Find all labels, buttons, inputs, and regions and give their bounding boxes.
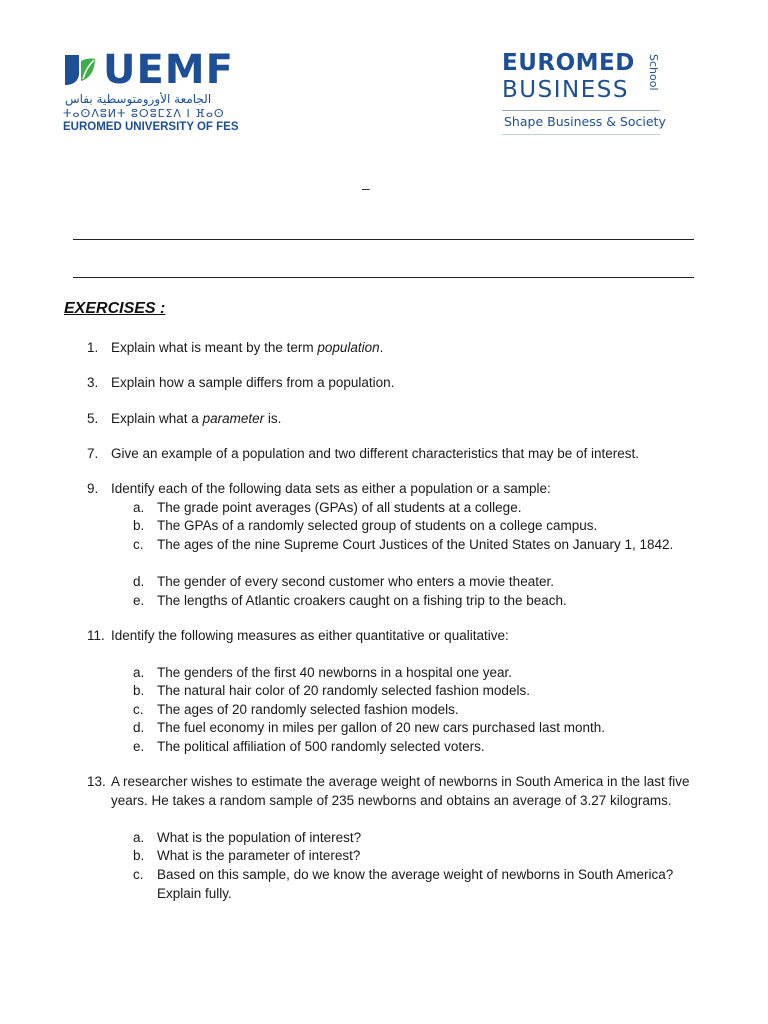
exercise-text: Explain what a parameter is. — [111, 411, 282, 426]
uemf-arabic-name: الجامعة الأورومتوسطية بفاس — [65, 92, 212, 106]
sub-letter: d. — [133, 574, 145, 589]
emphasis-term: population — [317, 340, 380, 355]
sub-text: The genders of the first 40 newborns in a hospital one year. — [157, 665, 512, 680]
uemf-logo — [63, 47, 263, 142]
emb-divider — [502, 110, 660, 111]
sub-text: The lengths of Atlantic croakers caught on a fishing trip to the beach. — [157, 593, 567, 608]
exercise-number: 9. — [87, 481, 99, 496]
uemf-tifinagh-name: ⵜⴰⵙⴷⵓⵍⵜ ⵓⵔⵓⵎⵉⴷ ⵏ ⴼⴰⵙ — [63, 107, 225, 120]
exercise-text: Identify each of the following data sets as either a population or a sample: — [111, 481, 551, 496]
sub-letter: c. — [133, 537, 144, 552]
exercise-number: 1. — [87, 340, 99, 355]
sub-letter: b. — [133, 683, 145, 698]
sub-text: The ages of 20 randomly selected fashion models. — [157, 702, 459, 717]
sub-text: The gender of every second customer who enters a movie theater. — [157, 574, 554, 589]
sub-text: The ages of the nine Supreme Court Justices of the United States on January 1, 1842. — [157, 537, 674, 552]
exercise-number: 11. — [87, 628, 105, 643]
sub-letter: e. — [133, 739, 145, 754]
uemf-leaf-icon — [63, 53, 97, 87]
sub-text: Based on this sample, do we know the average weight of newborns in South America? Explain fully. — [157, 867, 674, 901]
exercise-number: 3. — [87, 375, 99, 390]
sub-letter: b. — [133, 518, 145, 533]
title-dash: – — [362, 180, 370, 196]
exercises-heading: EXERCISES : — [64, 300, 166, 317]
exercise-text: Explain what is meant by the term population. — [111, 340, 384, 355]
sub-letter: a. — [133, 500, 145, 515]
sub-letter: d. — [133, 720, 145, 735]
sub-letter: c. — [133, 702, 144, 717]
exercise-text: Explain how a sample differs from a population. — [111, 375, 395, 390]
emb-wordmark-business: BUSINESS — [502, 77, 629, 103]
sub-text: The political affiliation of 500 randomly selected voters. — [157, 739, 485, 754]
sub-text: What is the population of interest? — [157, 830, 362, 845]
sub-letter: a. — [133, 665, 145, 680]
sub-text: The grade point averages (GPAs) of all students at a college. — [157, 500, 522, 515]
sub-text: The fuel economy in miles per gallon of 20 new cars purchased last month. — [157, 720, 605, 735]
sub-letter: b. — [133, 848, 145, 863]
sub-text: The natural hair color of 20 randomly selected fashion models. — [157, 683, 530, 698]
uemf-wordmark: UEMF — [103, 47, 234, 93]
sub-letter: a. — [133, 830, 145, 845]
exercise-text: A researcher wishes to estimate the average weight of newborns in South America in the last five years. He takes a random sample of 235 newborns and obtains an average of 3.27 kilograms. — [111, 774, 690, 808]
emb-tagline: Shape Business & Society — [504, 114, 666, 129]
emphasis-term: parameter — [202, 411, 265, 426]
sub-text: What is the parameter of interest? — [157, 848, 361, 863]
uemf-english-name: EUROMED UNIVERSITY OF FES — [63, 121, 239, 133]
sub-letter: e. — [133, 593, 145, 608]
emb-divider-bottom — [502, 134, 660, 135]
sub-text: The GPAs of a randomly selected group of students on a college campus. — [157, 518, 598, 533]
emb-school-label: School — [647, 54, 660, 91]
exercise-number: 13. — [87, 774, 106, 789]
exercise-number: 7. — [87, 446, 99, 461]
exercise-number: 5. — [87, 411, 99, 426]
euromed-business-school-logo — [502, 50, 672, 140]
sub-letter: c. — [133, 867, 144, 882]
emb-wordmark-euromed: EUROMED — [502, 50, 635, 76]
name-line-2 — [73, 277, 694, 278]
name-line-1 — [73, 239, 694, 240]
exercise-text: Identify the following measures as either quantitative or qualitative: — [111, 628, 509, 643]
exercise-text: Give an example of a population and two different characteristics that may be of interest. — [111, 446, 640, 461]
